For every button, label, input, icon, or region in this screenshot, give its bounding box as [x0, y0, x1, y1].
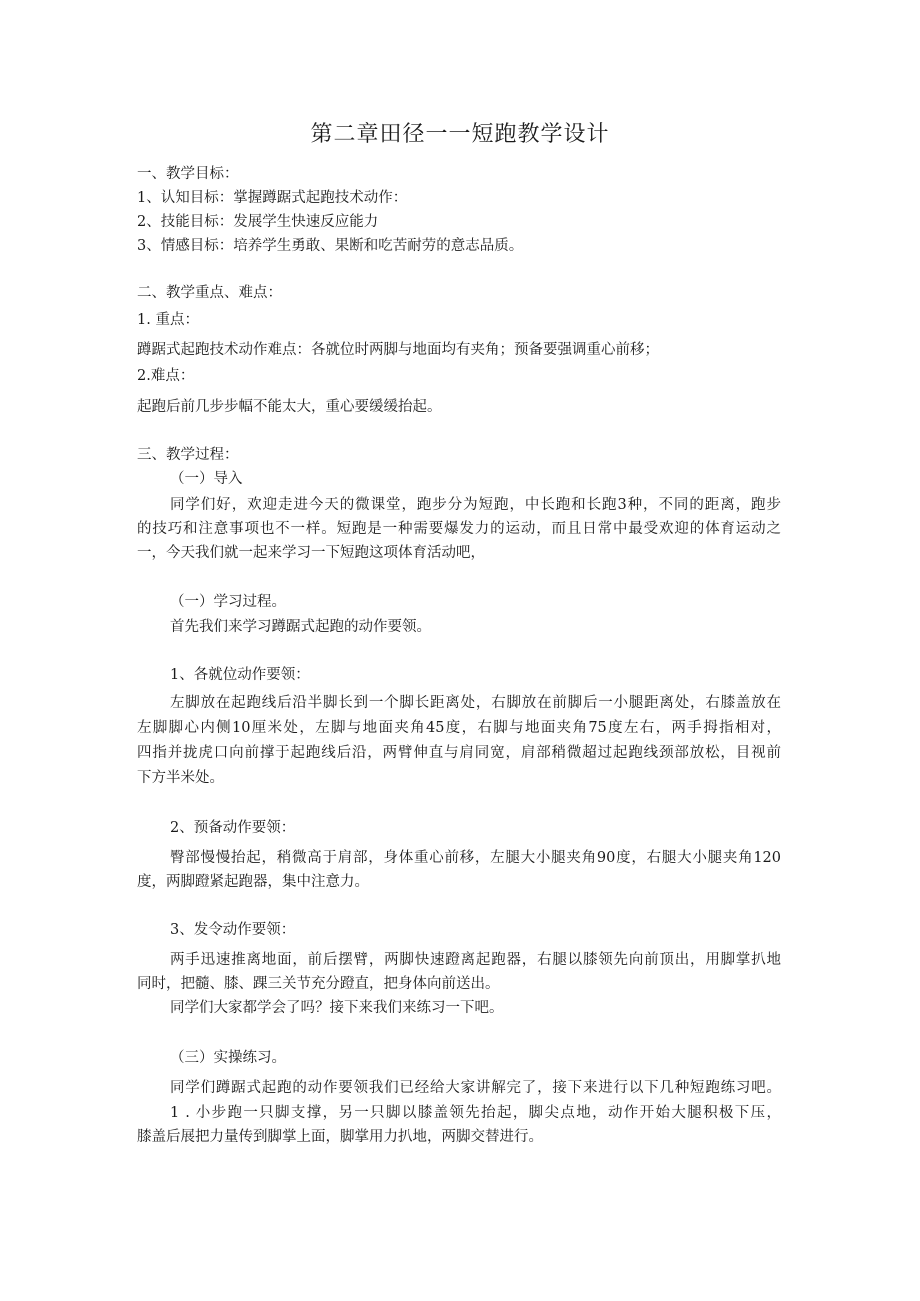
intro-label: （一）导入 — [170, 471, 243, 487]
step-3-label: 3、发令动作要领： — [170, 922, 296, 938]
step-2-line-1: 臀部慢慢抬起，稍微高于肩部，身体重心前移，左腿大小腿夹角90度，右腿大小腿夹角120 — [170, 850, 781, 866]
section-2-heading: 二、教学重点、难点： — [137, 285, 282, 301]
section-1-heading: 一、教学目标： — [137, 166, 239, 182]
objective-item-3: 3、情感目标：培养学生勇敢、果断和吃苦耐劳的意志品质。 — [137, 238, 524, 254]
practice-line-2: 1 . 小步跑一只脚支撑，另一只脚以膝盖领先抬起，脚尖点地，动作开始大腿积极下压， — [170, 1105, 781, 1121]
practice-line-1: 同学们蹲踞式起跑的动作要领我们已经给大家讲解完了，接下来进行以下几种短跑练习吧。 — [170, 1080, 781, 1096]
step-1-line-2: 左脚脚心内侧10厘米处，左脚与地面夹角45度，右脚与地面夹角75度左右，两手拇指相对， — [137, 720, 781, 736]
learn-label: （一）学习过程。 — [170, 594, 286, 610]
practice-line-3: 膝盖后展把力量传到脚掌上面，脚掌用力扒地，两脚交替进行。 — [137, 1129, 543, 1145]
step-3-line-3: 同学们大家都学会了吗？接下来我们来练习一下吧。 — [170, 1000, 504, 1016]
document-title: 第二章田径一一短跑教学设计 — [310, 122, 610, 147]
difficulty-text: 起跑后前几步步幅不能太大，重心要缓缓抬起。 — [137, 399, 442, 415]
objective-item-2: 2、技能目标：发展学生快速反应能力 — [137, 214, 379, 230]
key-point-text: 蹲踞式起跑技术动作难点：各就位时两脚与地面均有夹角；预备要强调重心前移； — [137, 342, 659, 358]
practice-label: （三）实操练习。 — [170, 1050, 286, 1066]
step-2-label: 2、预备动作要领： — [170, 820, 296, 836]
learn-paragraph: 首先我们来学习蹲踞式起跑的动作要领。 — [170, 619, 431, 635]
section-3-heading: 三、教学过程： — [137, 447, 239, 463]
difficulty-label: 2.难点： — [137, 368, 195, 384]
step-1-label: 1、各就位动作要领： — [170, 667, 310, 683]
key-point-label: 1. 重点： — [137, 312, 199, 328]
step-1-line-1: 左脚放在起跑线后沿半脚长到一个脚长距离处，右脚放在前脚后一小腿距离处，右膝盖放在 — [170, 695, 781, 711]
step-1-line-4: 下方半米处。 — [137, 770, 224, 786]
step-3-line-1: 两手迅速推离地面，前后摆臂，两脚快速蹬离起跑器，右腿以膝领先向前顶出，用脚掌扒地 — [170, 952, 781, 968]
step-1-line-3: 四指并拢虎口向前撑于起跑线后沿，两臂伸直与肩同宽，肩部稍微超过起跑线颈部放松，目视前 — [137, 745, 781, 761]
step-3-line-2: 同时，把髓、膝、踝三关节充分蹬直，把身体向前送出。 — [137, 976, 500, 992]
intro-paragraph-line-2: 的技巧和注意事项也不一样。短跑是一种需要爆发力的运动，而且日常中最受欢迎的体育运动之 — [137, 521, 781, 537]
intro-paragraph-line-3: 一，今天我们就一起来学习一下短跑这项体育活动吧， — [137, 545, 485, 561]
intro-paragraph-line-1: 同学们好，欢迎走进今天的微课堂，跑步分为短跑，中长跑和长跑3种，不同的距离，跑步 — [170, 497, 781, 513]
step-2-line-2: 度，两脚蹬紧起跑器，集中注意力。 — [137, 874, 369, 890]
objective-item-1: 1、认知目标：掌握蹲踞式起跑技术动作： — [137, 190, 408, 206]
